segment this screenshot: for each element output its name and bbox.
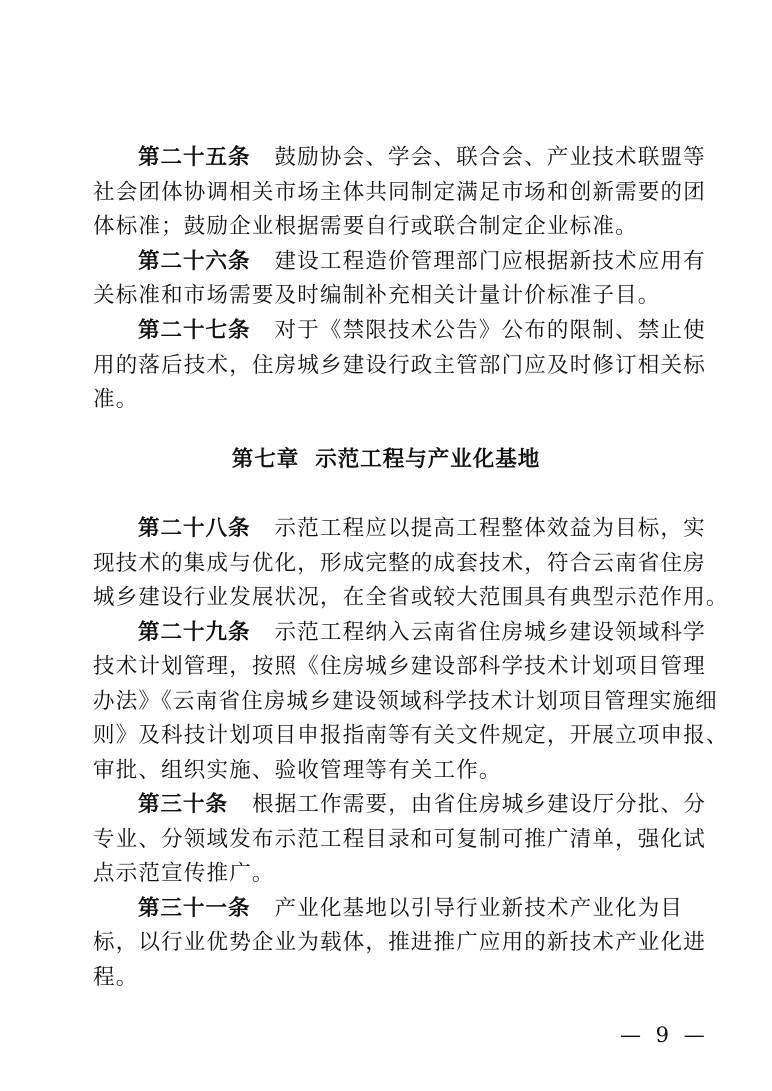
article-29-line-5: 审批、组织实施、验收管理等有关工作。 — [93, 758, 502, 783]
article-26-line-2: 关标准和市场需要及时编制补充相关计量计价标准子目。 — [93, 283, 661, 308]
article-27-line-2: 用的落后技术，住房城乡建设行政主管部门应及时修订相关标 — [93, 353, 706, 378]
article-30-label: 第三十条 — [138, 792, 229, 817]
article-30-line-2: 专业、分领域发布示范工程目录和可复制可推广清单，强化试 — [93, 827, 706, 852]
chapter-number: 第七章 — [231, 447, 300, 472]
article-29-line-3: 办法》《云南省住房城乡建设领域科学技术计划项目管理实施细 — [93, 689, 718, 714]
page-number: — 9 — — [620, 1023, 709, 1047]
article-27-label: 第二十七条 — [138, 318, 251, 343]
article-29-label: 第二十九条 — [138, 620, 251, 645]
article-27-text-1: 对于《禁限技术公告》公布的限制、禁止使 — [274, 318, 706, 343]
article-28-text-1: 示范工程应以提高工程整体效益为目标，实 — [274, 516, 706, 541]
article-28-line-3: 城乡建设行业发展状况，在全省或较大范围具有典型示范作用。 — [93, 585, 729, 610]
article-29-line-2: 技术计划管理，按照《住房城乡建设部科学技术计划项目管理 — [93, 654, 706, 679]
article-30-line-3: 点示范宣传推广。 — [93, 861, 275, 886]
article-25-line-2: 社会团体协调相关市场主体共同制定满足市场和创新需要的团 — [93, 180, 706, 205]
article-29-line-1 — [138, 618, 706, 648]
article-28-line-2: 现技术的集成与优化，形成完整的成套技术，符合云南省住房 — [93, 551, 706, 576]
article-31-line-1 — [138, 894, 683, 924]
article-31-text-1: 产业化基地以引导行业新技术产业化为目 — [274, 896, 684, 921]
article-25-line-1 — [138, 143, 706, 173]
article-30-text-1: 根据工作需要，由省住房城乡建设厅分批、分 — [252, 792, 707, 817]
chapter-title: 示范工程与产业化基地 — [315, 447, 541, 472]
article-25-label: 第二十五条 — [138, 145, 251, 170]
article-26-line-1 — [138, 247, 706, 277]
article-28-line-1 — [138, 514, 706, 544]
chapter-heading — [0, 445, 772, 475]
article-25-line-3: 体标准；鼓励企业根据需要自行或联合制定企业标准。 — [93, 214, 638, 239]
article-26-label: 第二十六条 — [138, 249, 251, 274]
article-27-line-1 — [138, 316, 706, 346]
article-27-line-3: 准。 — [93, 387, 139, 412]
article-31-line-2: 标，以行业优势企业为载体，推进推广应用的新技术产业化进 — [93, 930, 706, 955]
article-29-line-4: 则》及科技计划项目申报指南等有关文件规定，开展立项申报、 — [93, 723, 729, 748]
article-31-label: 第三十一条 — [138, 896, 251, 921]
article-26-text-1: 建设工程造价管理部门应根据新技术应用有 — [274, 249, 706, 274]
article-25-text-1: 鼓励协会、学会、联合会、产业技术联盟等 — [274, 145, 706, 170]
article-29-text-1: 示范工程纳入云南省住房城乡建设领域科学 — [274, 620, 706, 645]
article-30-line-1 — [138, 790, 707, 820]
article-28-label: 第二十八条 — [138, 516, 251, 541]
article-31-line-3: 程。 — [93, 965, 139, 990]
